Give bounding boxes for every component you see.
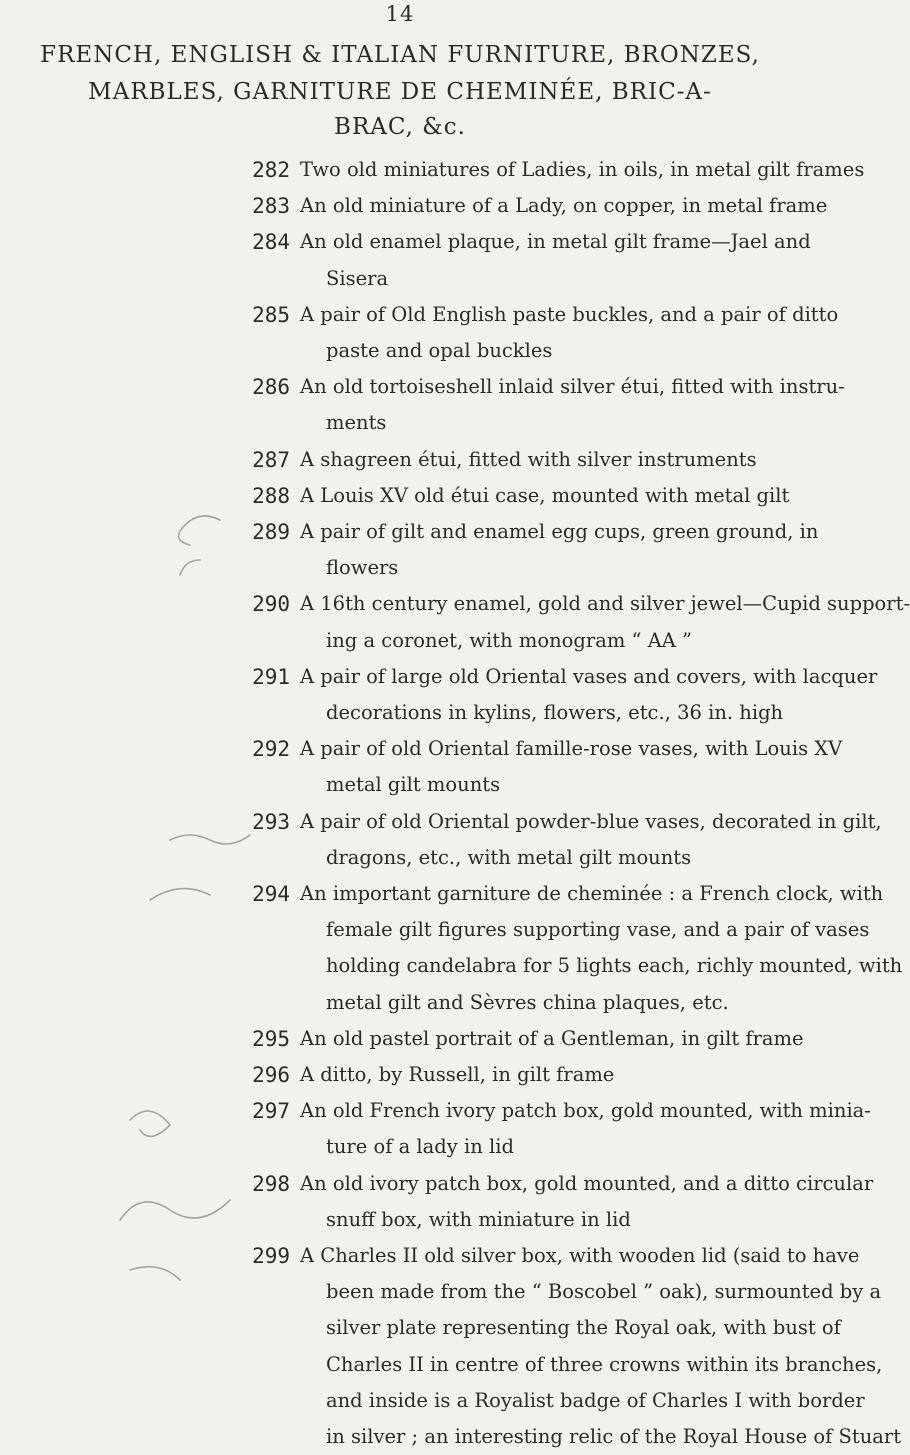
- lot-description-line: ments: [326, 411, 387, 435]
- lot-description-line: dragons, etc., with metal gilt mounts: [326, 845, 692, 869]
- lot-description-line: An old miniature of a Lady, on copper, in metal frame: [300, 194, 828, 218]
- lot-number: 288: [252, 483, 290, 508]
- lot-description-line: A pair of large old Oriental vases and covers, with lacquer: [300, 664, 878, 688]
- heading-line-1: FRENCH, ENGLISH & ITALIAN FURNITURE, BRONZES,: [40, 42, 760, 68]
- lot-number: 282: [252, 158, 290, 182]
- handwritten-margin-annotations: [110, 140, 260, 1310]
- lot-number: 290: [252, 592, 290, 617]
- lot-description-line: A 16th century enamel, gold and silver jewel—Cupid support-: [300, 592, 910, 616]
- lot-description-line: in silver ; an interesting relic of the Royal House of Stuart: [326, 1425, 902, 1448]
- lot-number: 294: [252, 882, 290, 906]
- lot-description-line: Charles II in centre of three crowns within its branches,: [326, 1352, 883, 1376]
- lot-description-line: decorations in kylins, flowers, etc., 36 in. high: [326, 701, 784, 724]
- lot-number: 297: [252, 1099, 290, 1124]
- lot-description-line: metal gilt mounts: [326, 773, 501, 797]
- lot-description-line: A pair of old Oriental powder-blue vases, decorated in gilt,: [300, 809, 882, 833]
- lot-description-line: An old pastel portrait of a Gentleman, in gilt frame: [300, 1026, 804, 1050]
- lot-description-line: metal gilt and Sèvres china plaques, etc.: [326, 990, 729, 1014]
- heading-line-3: BRAC, &c.: [334, 114, 466, 140]
- lot-description-line: Two old miniatures of Ladies, in oils, in metal gilt frames: [300, 158, 865, 181]
- lot-number: 283: [252, 194, 290, 219]
- lot-description-line: holding candelabra for 5 lights each, richly mounted, with: [326, 954, 903, 978]
- lot-number: 299: [252, 1244, 290, 1268]
- lot-number: 284: [252, 230, 290, 255]
- lot-number: 286: [252, 375, 290, 400]
- lot-number: 289: [252, 520, 290, 544]
- lot-description-line: A pair of Old English paste buckles, and a pair of ditto: [300, 302, 839, 326]
- lot-description-line: An old ivory patch box, gold mounted, and a ditto circular: [300, 1171, 874, 1195]
- lot-description-line: ing a coronet, with monogram “ AA ”: [326, 628, 693, 652]
- lot-number: 291: [252, 664, 290, 689]
- lot-description-line: A pair of gilt and enamel egg cups, green ground, in: [300, 520, 819, 543]
- lot-description-line: An old tortoiseshell inlaid silver étui, fitted with instru-: [300, 375, 845, 399]
- lot-description-line: snuff box, with miniature in lid: [326, 1207, 631, 1231]
- lot-description-line: A shagreen étui, fitted with silver instruments: [300, 447, 757, 471]
- lot-description-line: flowers: [326, 556, 399, 580]
- lot-description-line: ture of a lady in lid: [326, 1135, 514, 1159]
- lot-description-line: Sisera: [326, 266, 389, 290]
- lot-description-line: An old French ivory patch box, gold mounted, with minia-: [300, 1099, 871, 1123]
- lot-description-line: been made from the “ Boscobel ” oak), surmounted by a: [326, 1280, 882, 1304]
- lot-description-line: A pair of old Oriental famille-rose vases, with Louis XV: [300, 737, 843, 761]
- lot-description-line: and inside is a Royalist badge of Charles I with border: [326, 1388, 865, 1412]
- lot-description-line: female gilt figures supporting vase, and a pair of vases: [326, 918, 870, 942]
- page-number: 14: [385, 2, 415, 26]
- lot-description-line: An old enamel plaque, in metal gilt frame—Jael and: [300, 230, 811, 254]
- lot-number: 298: [252, 1171, 290, 1196]
- lot-number: 285: [252, 302, 290, 327]
- lot-description-line: A Charles II old silver box, with wooden lid (said to have: [300, 1244, 860, 1267]
- lot-number: 293: [252, 809, 290, 834]
- lot-description-line: paste and opal buckles: [326, 339, 553, 362]
- lot-number: 296: [252, 1063, 290, 1087]
- lot-number: 287: [252, 447, 290, 472]
- lot-number: 295: [252, 1026, 290, 1051]
- heading-line-2: MARBLES, GARNITURE DE CHEMINÉE, BRIC-A-: [88, 79, 712, 105]
- lot-number: 292: [252, 737, 290, 762]
- lot-description-line: silver plate representing the Royal oak, with bust of: [326, 1316, 841, 1340]
- lot-description-line: A Louis XV old étui case, mounted with metal gilt: [300, 483, 790, 507]
- lot-description-line: A ditto, by Russell, in gilt frame: [300, 1063, 615, 1086]
- lot-description-line: An important garniture de cheminée : a French clock, with: [300, 882, 884, 905]
